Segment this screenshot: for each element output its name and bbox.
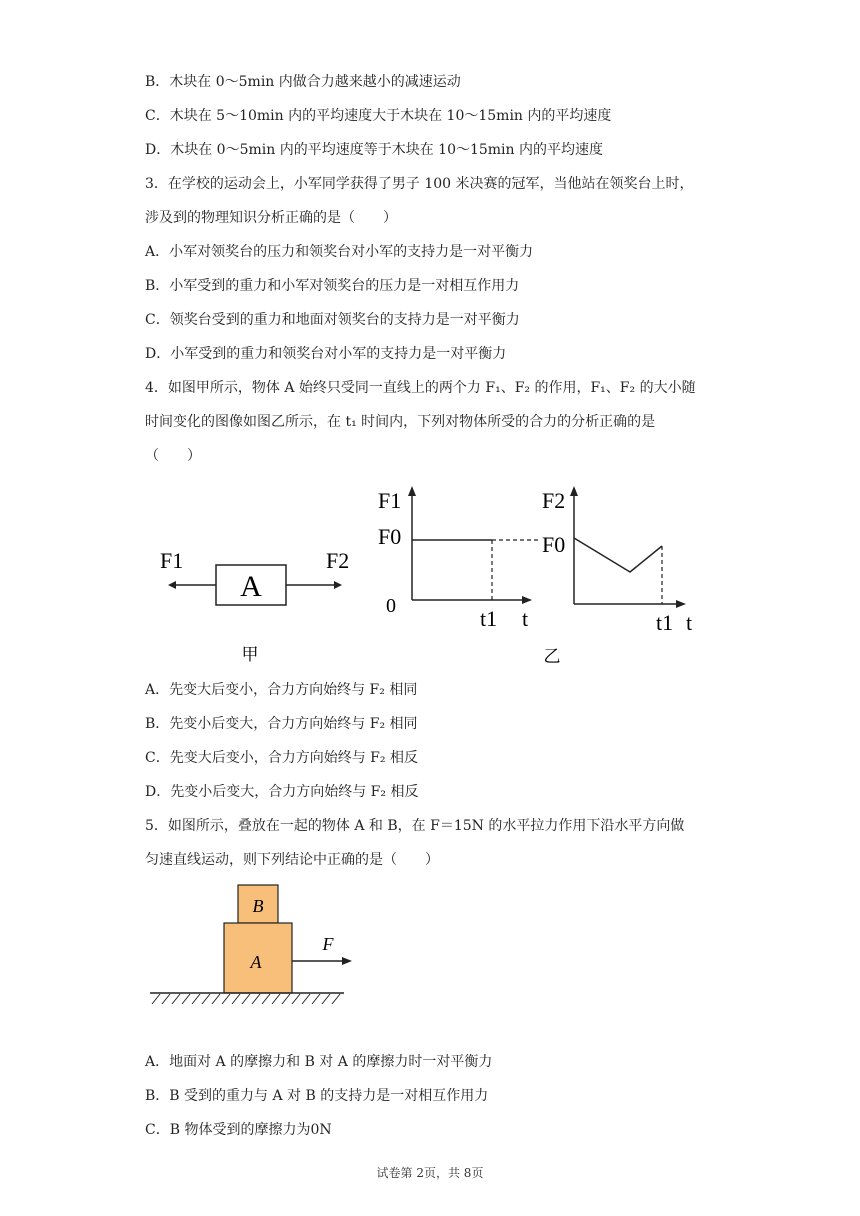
option-d-q4: D．先变小后变大，合力方向始终与 F₂ 相反 bbox=[145, 784, 419, 800]
g2-t1-label: t1 bbox=[656, 610, 674, 635]
figure-stacked-blocks bbox=[148, 880, 358, 1010]
g2-ylabel: F2 bbox=[542, 488, 566, 513]
question-4-line-2: 时间变化的图像如图乙所示，在 t₁ 时间内，下列对物体所受的合力的分析正确的是 bbox=[145, 414, 656, 430]
f2-arrowhead bbox=[334, 581, 342, 589]
question-4-line-1: 4．如图甲所示，物体 A 始终只受同一直线上的两个力 F₁、F₂ 的作用，F₁、F₂ 的大小随 bbox=[145, 380, 696, 396]
option-a-q3: A．小军对领奖台的压力和领奖台对小军的支持力是一对平衡力 bbox=[145, 244, 534, 260]
g1-y-arrowhead bbox=[408, 486, 416, 496]
caption-jia: 甲 bbox=[241, 645, 259, 665]
force-f-arrowhead bbox=[342, 957, 352, 965]
option-a-q4: A．先变大后变小，合力方向始终与 F₂ 相同 bbox=[145, 682, 418, 698]
g2-y-arrowhead bbox=[570, 486, 578, 496]
option-d-q2: D．木块在 0～5min 内的平均速度等于木块在 10～15min 内的平均速度 bbox=[145, 142, 604, 158]
option-c-q2: C．木块在 5～10min 内的平均速度大于木块在 10～15min 内的平均速度 bbox=[145, 108, 612, 124]
force-f2-label: F2 bbox=[326, 548, 350, 573]
block-a-label: A bbox=[250, 952, 262, 972]
figure-yi bbox=[370, 478, 710, 668]
g1-x-arrowhead bbox=[522, 596, 532, 604]
block-b-label: B bbox=[252, 896, 264, 916]
option-d-q3: D．小军受到的重力和领奖台对小军的支持力是一对平衡力 bbox=[145, 346, 507, 362]
g1-t-label: t bbox=[522, 606, 529, 631]
g1-f0-label: F0 bbox=[378, 524, 402, 549]
option-b-q5: B．B 受到的重力与 A 对 B 的支持力是一对相互作用力 bbox=[145, 1088, 489, 1104]
force-f-label: F bbox=[322, 934, 334, 954]
question-3-line-1: 3．在学校的运动会上，小军同学获得了男子 100 米决赛的冠军，当他站在领奖台上时， bbox=[145, 176, 694, 192]
figure-jia bbox=[150, 540, 360, 670]
option-a-q5: A．地面对 A 的摩擦力和 B 对 A 的摩擦力时一对平衡力 bbox=[145, 1054, 493, 1070]
question-3-line-2: 涉及到的物理知识分析正确的是（ ） bbox=[145, 210, 397, 226]
box-a-label: A bbox=[240, 570, 262, 603]
force-f1-label: F1 bbox=[160, 548, 184, 573]
g2-f0-label: F0 bbox=[542, 532, 566, 557]
g1-origin-label: 0 bbox=[386, 595, 396, 617]
question-5-line-2: 匀速直线运动，则下列结论中正确的是（ ） bbox=[145, 852, 439, 868]
g2-t-label: t bbox=[686, 610, 693, 635]
option-b-q2: B．木块在 0～5min 内做合力越来越小的减速运动 bbox=[145, 74, 461, 90]
g1-ylabel: F1 bbox=[378, 488, 402, 513]
caption-yi: 乙 bbox=[543, 647, 561, 667]
ground-hatch bbox=[152, 994, 340, 1004]
option-b-q3: B．小军受到的重力和小军对领奖台的压力是一对相互作用力 bbox=[145, 278, 520, 294]
f1-arrowhead bbox=[168, 581, 176, 589]
g1-t1-label: t1 bbox=[480, 606, 498, 631]
option-c-q3: C．领奖台受到的重力和地面对领奖台的支持力是一对平衡力 bbox=[145, 312, 520, 328]
g2-x-arrowhead bbox=[676, 600, 686, 608]
option-c-q5: C．B 物体受到的摩擦力为0N bbox=[145, 1122, 332, 1138]
question-5-line-1: 5．如图所示，叠放在一起的物体 A 和 B，在 F＝15N 的水平拉力作用下沿水平方向做 bbox=[145, 818, 685, 834]
g2-f2-curve bbox=[574, 538, 662, 572]
option-b-q4: B．先变小后变大，合力方向始终与 F₂ 相同 bbox=[145, 716, 418, 732]
page-footer: 试卷第 2页，共 8页 bbox=[376, 1166, 484, 1180]
option-c-q4: C．先变大后变小，合力方向始终与 F₂ 相反 bbox=[145, 750, 418, 766]
question-4-line-3: （ ） bbox=[145, 448, 201, 464]
